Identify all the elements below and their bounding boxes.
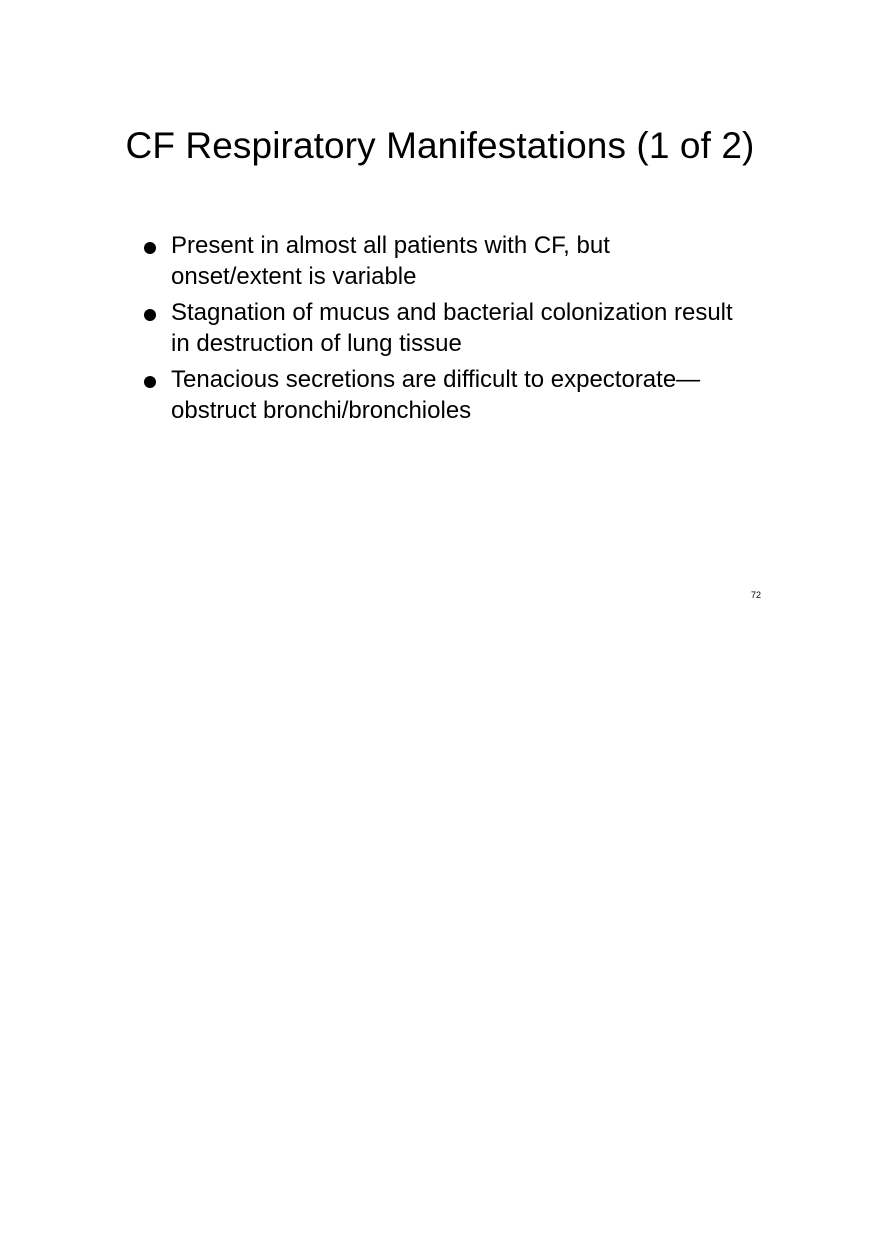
bullet-text: Stagnation of mucus and bacterial colonization result in destruction of lung tissue — [171, 299, 733, 357]
slide-title: CF Respiratory Manifestations (1 of 2) — [125, 125, 755, 166]
bullet-item — [144, 297, 744, 359]
bullet-dot-icon — [144, 242, 156, 254]
bullet-item — [144, 230, 744, 292]
bullet-dot-icon — [144, 376, 156, 388]
bullet-list — [144, 230, 744, 431]
page-number: 72 — [751, 590, 762, 600]
bullet-text: Present in almost all patients with CF, but onset/extent is variable — [171, 232, 610, 290]
bullet-item — [144, 364, 744, 426]
bullet-dot-icon — [144, 309, 156, 321]
bullet-text: Tenacious secretions are difficult to expectorate—obstruct bronchi/bronchioles — [171, 366, 701, 424]
